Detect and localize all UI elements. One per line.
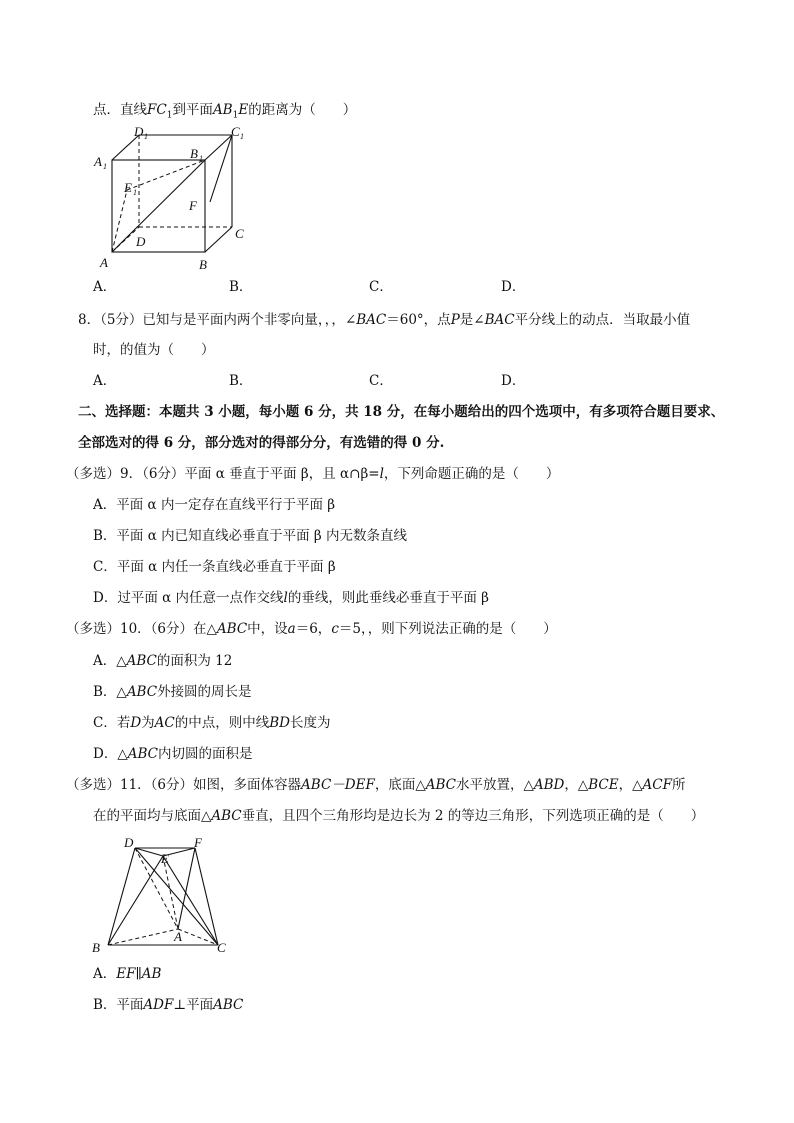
q7-sub2: 1 <box>232 110 239 121</box>
q10-var-c: c <box>331 621 339 637</box>
q7-label-a1: A <box>94 154 102 169</box>
q10-option-c-d2: 长度为 <box>290 715 331 731</box>
q10-option-a[interactable] <box>93 652 232 670</box>
q7-label-d1-sub: 1 <box>144 132 148 141</box>
q11-base: ABC <box>425 777 456 793</box>
q11-option-b[interactable] <box>93 996 243 1014</box>
q8-option-d[interactable]: D． <box>501 373 526 389</box>
q8-stem-d: 平分线上的动点．当取最小值 <box>514 312 691 328</box>
q9-option-b[interactable]: B．平面 α 内已知直线必垂直于平面 β 内无数条直线 <box>93 528 408 544</box>
q8-option-b[interactable]: B． <box>229 373 253 389</box>
q11-stem-e: ，△ <box>618 777 643 793</box>
q10-option-d-a: D．△ <box>93 746 128 762</box>
q7-option-c[interactable]: C． <box>369 279 393 295</box>
q11-stem-line1 <box>66 776 685 794</box>
q11-label-a: A <box>174 929 182 944</box>
section2-heading-line1: 二、选择题：本题共 3 小题，每小题 6 分，共 18 分，在每小题给出的四个选项中，有多项符合题目要求、 <box>78 404 725 420</box>
q10-option-c-ac: AC <box>154 715 175 731</box>
q10-option-a-abc: ABC <box>126 653 157 669</box>
q10-triangle: ABC <box>216 621 248 637</box>
q7-option-b[interactable]: B． <box>229 279 253 295</box>
q7-plane-e: E <box>238 102 249 118</box>
q11-polyhedron-figure <box>90 834 240 959</box>
q7-label-c1-sub: 1 <box>240 132 244 141</box>
q10-option-b[interactable] <box>93 683 252 701</box>
q7-label-c: C <box>235 226 244 241</box>
q10-stem-b: 中，设 <box>247 621 288 637</box>
q10-option-b-a: B．△ <box>93 684 127 700</box>
q9-stem-a: （多选）9．（6分）平面 α 垂直于平面 β，且 α∩β= <box>66 466 380 482</box>
q8-option-a[interactable]: A． <box>93 373 117 389</box>
q10-option-a-a: A．△ <box>93 653 127 669</box>
q7-label-e: E <box>124 180 132 195</box>
q9-line-l: l <box>379 466 384 482</box>
q7-label-c1: C <box>231 124 240 139</box>
q7-sub1: 1 <box>166 110 173 121</box>
q10-stem-c: ＝6， <box>295 621 332 637</box>
q11-option-a-ef: EF <box>116 966 136 982</box>
q10-stem-a: （多选）10．（6分）在△ <box>66 621 217 637</box>
q11-option-a-ab: AB <box>141 966 162 982</box>
q11-stem2-a: 在的平面均与底面△ <box>93 808 212 824</box>
q7-label-a: A <box>100 255 108 270</box>
q9-option-d-l: l <box>283 590 288 606</box>
q8-option-c[interactable]: C． <box>369 373 393 389</box>
q7-option-a[interactable]: A． <box>93 279 117 295</box>
q11-solid: ABC－DEF <box>301 777 375 793</box>
q10-option-b-b: 外接圆的周长是 <box>157 684 252 700</box>
q11-option-b-adf: ADF <box>143 997 174 1013</box>
q10-var-a: a <box>287 621 296 637</box>
q11-option-b-abc: ABC <box>213 997 244 1013</box>
q11-option-a-parallel: ∥ <box>135 966 142 982</box>
q11-option-b-a: B．平面 <box>93 997 144 1013</box>
q10-option-d-abc: ABC <box>127 746 158 762</box>
q10-option-c-c: 的中点，则中线 <box>174 715 270 731</box>
q7-line-fc: FC <box>147 102 167 118</box>
q11-stem-c: 水平放置，△ <box>455 777 534 793</box>
q9-option-d[interactable] <box>93 589 489 607</box>
q11-label-e: E <box>161 851 169 866</box>
q11-label-c: C <box>217 940 226 955</box>
q11-stem2-abc: ABC <box>211 808 242 824</box>
q9-stem-b: ，下列命题正确的是（ ） <box>383 466 560 482</box>
q11-stem2-b: 垂直，且四个三角形均是边长为 2 的等边三角形，下列选项正确的是（ ） <box>241 808 705 824</box>
q7-stem-suffix: 的距离为（ ） <box>248 102 357 118</box>
q7-label-e-sub: 1 <box>133 188 137 197</box>
q9-option-c[interactable]: C．平面 α 内任一条直线必垂直于平面 β <box>93 559 336 575</box>
q10-stem <box>66 620 557 638</box>
q7-label-d1: D <box>134 124 144 139</box>
q11-tri-abd: ABD <box>533 777 565 793</box>
q7-label-b1-sub: 1 <box>199 154 203 163</box>
q10-option-b-abc: ABC <box>126 684 158 700</box>
q11-option-a-a: A． <box>93 966 117 982</box>
q9-option-d-b: 的垂线，则此垂线必垂直于平面 β <box>287 590 489 606</box>
q10-option-c-bd: BD <box>269 715 291 731</box>
q7-cube-figure <box>92 122 272 272</box>
q10-option-a-b: 的面积为 12 <box>156 653 233 669</box>
q11-stem-d: ，△ <box>564 777 589 793</box>
q7-label-b1: B <box>190 146 198 161</box>
q7-label-d: D <box>136 234 146 249</box>
q11-stem-line2 <box>93 807 704 825</box>
q7-label-a1-sub: 1 <box>103 162 107 171</box>
q8-point-p: P <box>450 312 460 328</box>
q10-option-c[interactable] <box>93 714 331 732</box>
q11-tri-bce: BCE <box>588 777 619 793</box>
q10-stem-d: ＝5，，则下列说法正确的是（ ） <box>338 621 557 637</box>
q10-option-c-b: 为 <box>141 715 155 731</box>
q11-label-d: D <box>124 835 134 850</box>
q9-stem <box>66 465 559 483</box>
q11-stem-b: ，底面△ <box>374 777 426 793</box>
q11-label-b: B <box>92 940 100 955</box>
q7-stem-prefix: 点．直线 <box>93 102 147 118</box>
q10-option-c-d: D <box>130 715 142 731</box>
q9-option-a[interactable]: A．平面 α 内一定存在直线平行于平面 β <box>93 497 336 513</box>
q8-stem-b: ＝60°，点 <box>386 312 451 328</box>
q7-plane-ab: AB <box>212 102 233 118</box>
q7-label-f: F <box>189 198 197 213</box>
q8-stem-line2: 时，的值为（ ） <box>93 342 215 358</box>
q11-stem-f: 所 <box>671 777 686 793</box>
q11-tri-acf: ACF <box>642 777 672 793</box>
q11-label-f: F <box>194 835 202 850</box>
q11-option-a[interactable] <box>93 965 161 983</box>
q8-stem-c: 是 <box>459 312 474 328</box>
q8-stem-a: 8．（5分）已知与是平面内两个非零向量，，， <box>78 312 345 328</box>
q11-stem-a: （多选）11．（6分）如图，多面体容器 <box>66 777 302 793</box>
q10-option-c-a: C．若 <box>93 715 131 731</box>
q7-option-d[interactable]: D． <box>501 279 526 295</box>
q9-option-d-a: D．过平面 α 内任意一点作交线 <box>93 590 284 606</box>
q11-option-b-perp: ⊥平面 <box>173 997 214 1013</box>
q8-stem-line1 <box>78 311 690 329</box>
section2-heading-line2: 全部选对的得 6 分，部分选对的得部分分，有选错的得 0 分. <box>78 435 445 451</box>
q8-angle: ∠BAC <box>344 312 387 328</box>
q10-option-d-b: 内切圆的面积是 <box>157 746 253 762</box>
q7-label-b: B <box>199 257 207 272</box>
q7-stem-mid: 到平面 <box>172 102 213 118</box>
q10-option-d[interactable] <box>93 745 252 763</box>
q8-angle2: ∠BAC <box>473 312 515 328</box>
